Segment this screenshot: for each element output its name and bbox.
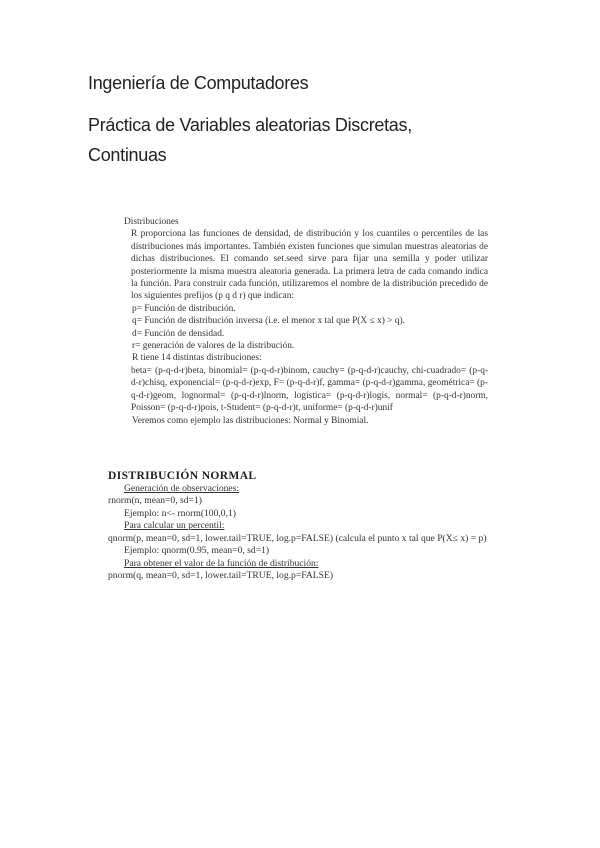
gen-example: Ejemplo: n<- rnorm(100,0,1) [124,507,236,519]
section-title: Distribuciones [124,217,179,227]
page-title: Ingeniería de Computadores [88,73,309,93]
distribution-command: pnorm(q, mean=0, sd=1, lower.tail=TRUE, log.p=FALSE) [108,570,334,581]
normal-title: DISTRIBUCIÓN NORMAL [108,470,257,482]
prefix-r: r= generación de valores de la distribución. [132,341,295,352]
prefix-p: p= Función de distribución. [132,303,236,314]
distribution-list: beta= (p-q-d-r)beta, binomial= (p-q-d-r)binom, cauchy= (p-q-d-r)cauchy, chi-cuadrado= (p-q-d-r)chisq, exponencial= (p-q-d-r)exp, F= (p-q-d-r)f, gamma= (p-q-d-r)gamma, geométrica= (p-q-d-r)geom, lognormal= (p-q-d-r)lnorm, logística= (p-q-d-r)logis, normal= (p-q-d-r)norm, Poisson= (p-q-d-r)pois, t-Student= (p-q-d-r)t, uniforme= (p-q-d-r)unif [131,365,488,414]
percentile-heading: Para calcular un percentil: [124,520,225,531]
normal-section [108,470,508,583]
closing-line: Veremos como ejemplo las distribuciones: Normal y Binomial. [132,415,369,426]
distribution-heading: Para obtener el valor de la función de distribución: [124,557,319,569]
percentile-command: qnorm(p, mean=0, sd=1, lower.tail=TRUE, log.p=FALSE) (calcula el punto x tal que P(X≤ x) = p) [108,532,487,544]
distribuciones-section [108,216,488,427]
percentile-example: Ejemplo: qnorm(0.95, mean=0, sd=1) [124,545,270,556]
practice-title: Práctica de Variables aleatorias Discretas, [88,115,412,135]
gen-command: rnorm(n, mean=0, sd=1) [108,495,202,506]
intro-paragraph: R proporciona las funciones de densidad, de distribución y los cuantiles o percentiles de las distribuciones más importantes. También existen funciones que simulan muestras aleatorias de dichas distribuciones. El comando set.seed sirve para fijar una semilla y poder utilizar posteriormente la misma muestra aleatoria generada. La primera letra de cada comando indica la función. Para construir cada función, utilizaremos el nombre de la distribución precedido de los siguientes prefijos (p q d r) que indican: [131,229,488,302]
practice-title-continuation: Continuas [88,145,167,165]
prefix-d: d= Función de densidad. [132,328,225,339]
prefix-q: q= Función de distribución inversa (i.e. el menor x tal que P(X ≤ x) > q). [132,316,405,327]
list-intro: R tiene 14 distintas distribuciones: [132,353,262,364]
gen-heading: Generación de observaciones: [124,482,240,494]
